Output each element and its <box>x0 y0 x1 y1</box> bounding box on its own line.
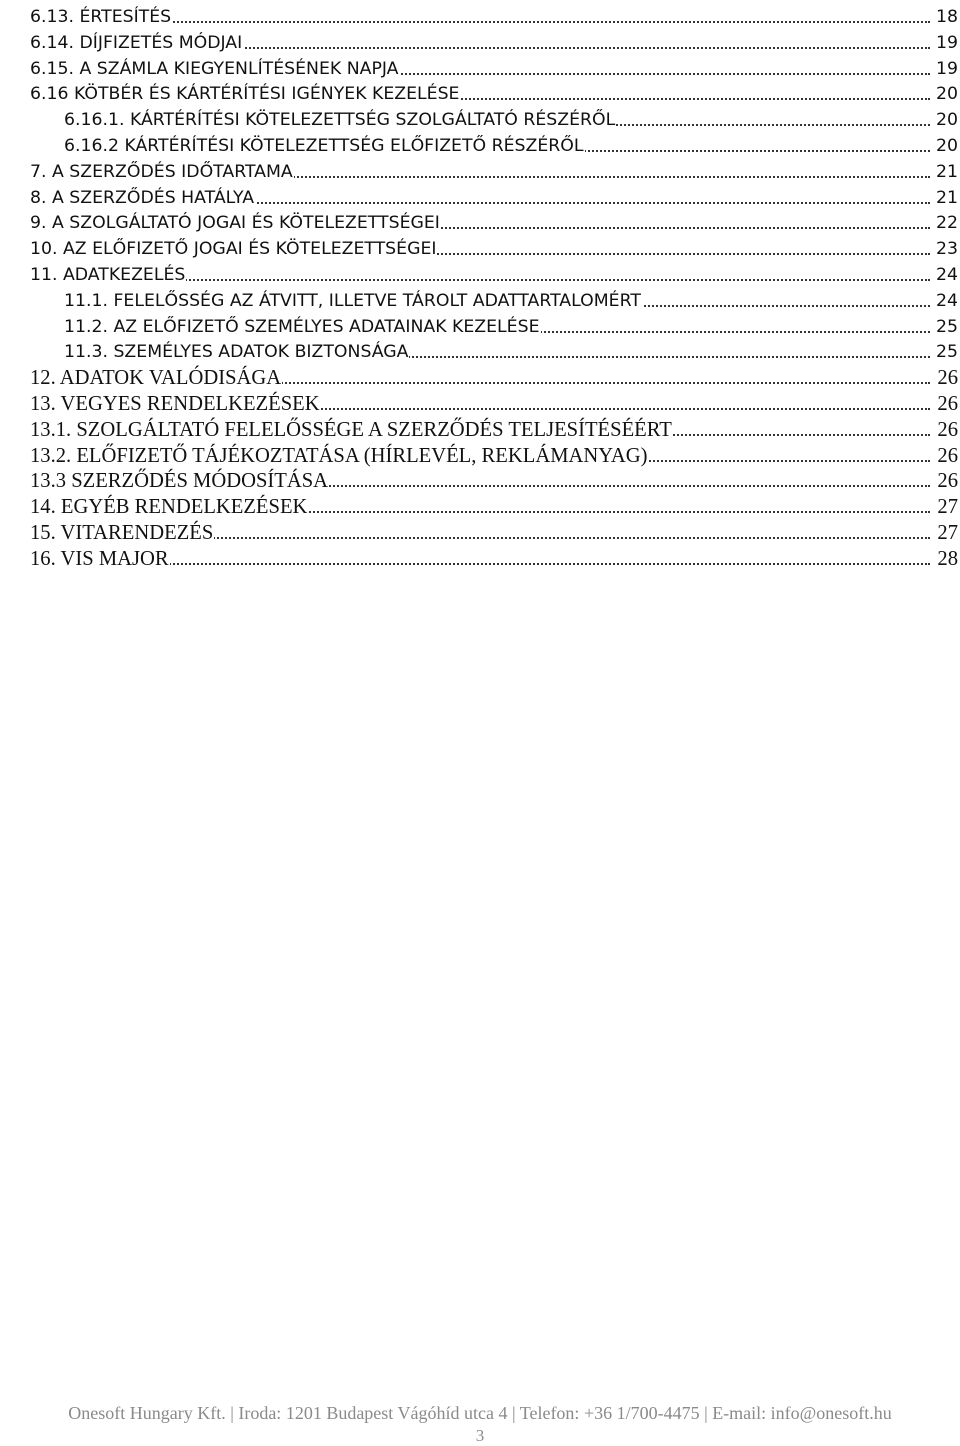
toc-entry-title: 14. EGYÉB RENDELKEZÉSEK <box>30 496 308 519</box>
toc-entry-page-number: 26 <box>937 470 958 493</box>
toc-entry-page-number: 21 <box>935 185 958 211</box>
toc-entry[interactable] <box>0 81 960 107</box>
toc-entry-page-number: 19 <box>935 30 958 56</box>
toc-entry-title: 13. VEGYES RENDELKEZÉSEK <box>30 392 320 415</box>
toc-entry[interactable] <box>0 494 960 520</box>
toc-entry-title: 11.2. AZ ELŐFIZETŐ SZEMÉLYES ADATAINAK KEZELÉSE <box>64 314 541 340</box>
toc-entry[interactable] <box>0 417 960 443</box>
toc-entry[interactable] <box>0 262 960 288</box>
toc-entry-page-number: 28 <box>937 547 958 570</box>
toc-entry[interactable] <box>0 133 960 159</box>
toc-entry-title: 9. A SZOLGÁLTATÓ JOGAI ÉS KÖTELEZETTSÉGEI <box>30 210 441 236</box>
toc-entry-page-number: 19 <box>935 56 958 82</box>
toc-entry-page-number: 25 <box>935 339 958 365</box>
toc-entry-title: 11.1. FELELŐSSÉG AZ ÁTVITT, ILLETVE TÁROLT ADATTARTALOMÉRT <box>64 288 642 314</box>
toc-entry[interactable] <box>0 339 960 365</box>
toc-entry-title: 6.13. ÉRTESÍTÉS <box>30 4 172 30</box>
toc-entry[interactable] <box>0 56 960 82</box>
toc-entry[interactable] <box>0 30 960 56</box>
toc-entry-title: 7. A SZERZŐDÉS IDŐTARTAMA <box>30 159 294 185</box>
toc-entry-page-number: 25 <box>935 314 958 340</box>
toc-entry-page-number: 20 <box>935 133 958 159</box>
toc-entry-title: 13.2. ELŐFIZETŐ TÁJÉKOZTATÁSA (HÍRLEVÉL, REKLÁMANYAG) <box>30 444 648 467</box>
toc-entry-page-number: 20 <box>935 81 958 107</box>
toc-entry-title: 13.3 SZERZŐDÉS MÓDOSÍTÁSA <box>30 470 329 493</box>
toc-entry[interactable] <box>0 107 960 133</box>
table-of-contents <box>0 4 960 572</box>
toc-entry-title: 6.16.1. KÁRTÉRÍTÉSI KÖTELEZETTSÉG SZOLGÁLTATÓ RÉSZÉRŐL <box>64 107 616 133</box>
toc-entry-title: 11. ADATKEZELÉS <box>30 262 186 288</box>
toc-entry[interactable] <box>0 159 960 185</box>
toc-entry[interactable] <box>0 443 960 469</box>
toc-entry-page-number: 27 <box>937 496 958 519</box>
toc-entry[interactable] <box>0 365 960 391</box>
toc-entry-title: 6.16.2 KÁRTÉRÍTÉSI KÖTELEZETTSÉG ELŐFIZETŐ RÉSZÉRŐL <box>64 133 585 159</box>
toc-entry[interactable] <box>0 185 960 211</box>
toc-entry[interactable] <box>0 520 960 546</box>
toc-entry-page-number: 24 <box>935 288 958 314</box>
toc-entry-title: 6.14. DÍJFIZETÉS MÓDJAI <box>30 30 243 56</box>
toc-entry-page-number: 26 <box>937 367 958 390</box>
toc-entry-title: 6.16 KÖTBÉR ÉS KÁRTÉRÍTÉSI IGÉNYEK KEZELÉSE <box>30 81 460 107</box>
toc-entry-page-number: 23 <box>935 236 958 262</box>
page-footer: Onesoft Hungary Kft. | Iroda: 1201 Budapest Vágóhíd utca 4 | Telefon: +36 1/700-4475 | E-mail: info@onesoft.hu <box>68 1403 892 1423</box>
toc-entry[interactable] <box>0 210 960 236</box>
toc-entry-title: 16. VIS MAJOR <box>30 547 169 570</box>
toc-entry-title: 12. ADATOK VALÓDISÁGA <box>30 367 282 390</box>
toc-entry-page-number: 21 <box>935 159 958 185</box>
toc-entry-page-number: 20 <box>935 107 958 133</box>
toc-entry-page-number: 26 <box>937 392 958 415</box>
toc-entry-title: 10. AZ ELŐFIZETŐ JOGAI ÉS KÖTELEZETTSÉGEI <box>30 236 437 262</box>
toc-entry-page-number: 22 <box>935 210 958 236</box>
toc-entry[interactable] <box>0 546 960 572</box>
toc-entry[interactable] <box>0 314 960 340</box>
toc-entry-title: 6.15. A SZÁMLA KIEGYENLÍTÉSÉNEK NAPJA <box>30 56 399 82</box>
toc-entry-page-number: 27 <box>937 521 958 544</box>
page-number: 3 <box>475 1426 485 1445</box>
toc-entry[interactable] <box>0 4 960 30</box>
toc-entry-page-number: 24 <box>935 262 958 288</box>
toc-entry[interactable] <box>0 288 960 314</box>
toc-entry[interactable] <box>0 236 960 262</box>
toc-entry-page-number: 26 <box>937 418 958 441</box>
toc-entry-page-number: 26 <box>937 444 958 467</box>
toc-entry[interactable] <box>0 468 960 494</box>
toc-entry-page-number: 18 <box>935 4 958 30</box>
toc-entry[interactable] <box>0 391 960 417</box>
toc-entry-title: 15. VITARENDEZÉS <box>30 521 214 544</box>
toc-entry-title: 13.1. SZOLGÁLTATÓ FELELŐSSÉGE A SZERZŐDÉS TELJESÍTÉSÉÉRT <box>30 418 672 441</box>
toc-entry-title: 11.3. SZEMÉLYES ADATOK BIZTONSÁGA <box>64 339 409 365</box>
toc-entry-title: 8. A SZERZŐDÉS HATÁLYA <box>30 185 255 211</box>
